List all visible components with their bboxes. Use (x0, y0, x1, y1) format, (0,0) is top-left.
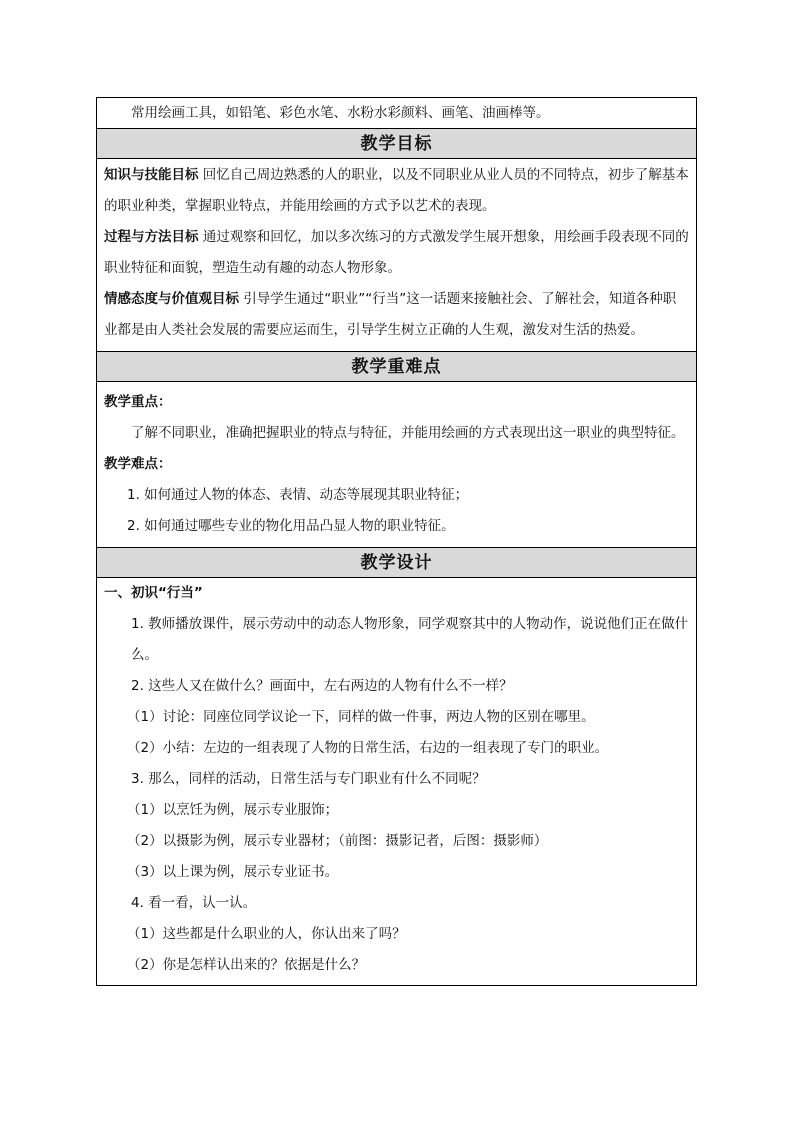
difficulty-item: 2. 如何通过哪些专业的物化用品凸显人物的职业特征。 (127, 518, 455, 534)
goal-process-label: 过程与方法目标 (104, 229, 199, 245)
design-section (97, 577, 696, 985)
goal-process-text: 通过观察和回忆，加以多次练习的方式激发学生展开想象，用绘画手段表现不同的职业特征和面貌，塑造生动有趣的动态人物形象。 (104, 229, 689, 276)
design-header: 教学设计 (97, 547, 696, 577)
design-line: （2）你是怎样认出来的？依据是什么？ (127, 957, 366, 973)
design-line: 1. 教师播放课件，展示劳动中的动态人物形象，同学观察其中的人物动作，说说他们正在做什么。 (131, 616, 689, 663)
materials-row (97, 98, 696, 128)
lesson-plan-table (96, 97, 697, 986)
goals-section (97, 158, 696, 351)
goal-attitude-text: 引导学生通过“职业”“行当”这一话题来接触社会、了解社会，知道各种职业都是由人类社会发展的需要应运而生，引导学生树立正确的人生观，激发对生活的热爱。 (104, 291, 677, 338)
design-line: 3. 那么，同样的活动，日常生活与专门职业有什么不同呢？ (131, 771, 486, 787)
design-section-title: 一、初识“行当” (104, 585, 203, 601)
goal-knowledge-label: 知识与技能目标 (104, 167, 199, 183)
goal-knowledge (97, 160, 696, 222)
difficulty-label: 教学难点： (104, 456, 172, 472)
goal-attitude (97, 284, 696, 346)
difficulty-item: 1. 如何通过人物的体态、表情、动态等展现其职业特征； (127, 487, 469, 503)
goals-header: 教学目标 (97, 128, 696, 158)
design-line: （2）小结：左边的一组表现了人物的日常生活，右边的一组表现了专门的职业。 (127, 740, 609, 756)
design-line: （1）讨论：同座位同学议论一下，同样的做一件事，两边人物的区别在哪里。 (127, 709, 595, 725)
design-line: （2）以摄影为例，展示专业器材；（前图：摄影记者，后图：摄影师） (127, 833, 548, 849)
design-line: （3）以上课为例，展示专业证书。 (127, 864, 339, 880)
design-line: 4. 看一看，认一认。 (131, 895, 257, 911)
goal-knowledge-text: 回忆自己周边熟悉的人的职业，以及不同职业从业人员的不同特点，初步了解基本的职业种类，掌握职业特点，并能用绘画的方式予以艺术的表现。 (104, 167, 689, 214)
keypoints-header: 教学重难点 (97, 351, 696, 381)
focus-text: 了解不同职业，准确把握职业的特点与特征，并能用绘画的方式表现出这一职业的典型特征。 (131, 425, 685, 441)
keypoints-section (97, 381, 696, 547)
goal-process (97, 222, 696, 284)
focus-label: 教学重点： (104, 394, 172, 410)
design-line: 2. 这些人又在做什么？画面中，左右两边的人物有什么不一样？ (131, 678, 513, 694)
goal-attitude-label: 情感态度与价值观目标 (104, 291, 239, 307)
materials-text: 常用绘画工具，如铅笔、彩色水笔、水粉水彩颜料、画笔、油画棒等。 (131, 105, 550, 121)
design-line: （1）这些都是什么职业的人，你认出来了吗？ (127, 926, 406, 942)
design-line: （1）以烹饪为例，展示专业服饰； (127, 802, 339, 818)
